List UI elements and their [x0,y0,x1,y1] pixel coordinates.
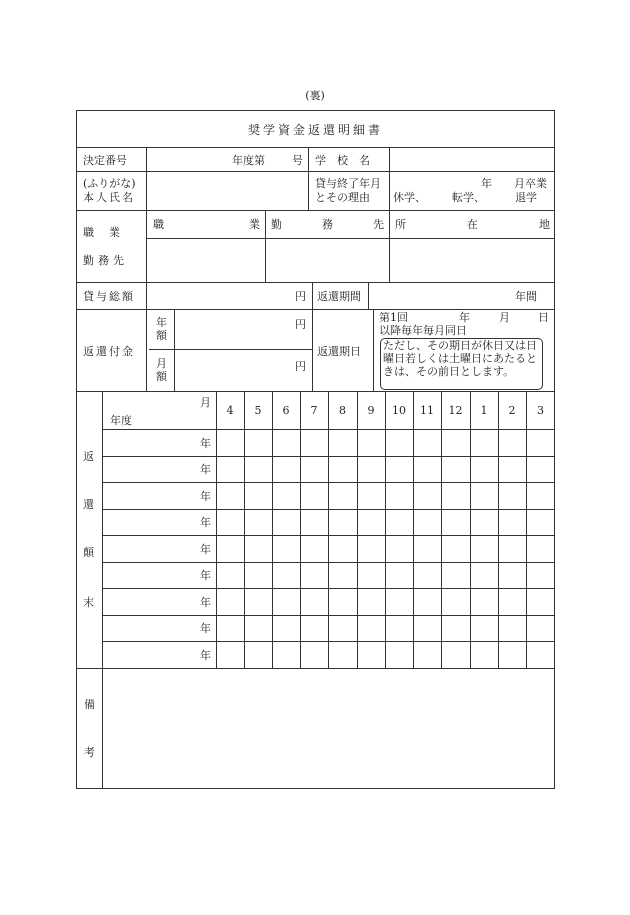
first-installment: 第1回 [379,311,408,324]
furigana-label: (ふりがな) [83,177,136,190]
side-label-char: 返 [83,450,94,463]
month-header: 2 [508,404,516,417]
first-installment-gatsu: 月 [499,311,510,324]
loan-end-label-1: 貸与終了年月 [315,177,381,190]
row-year-label: 年 [200,649,211,662]
month-header: 9 [367,404,375,417]
taigaku-option: 退学 [515,191,537,204]
occupation-field[interactable] [147,239,264,281]
monthly-amount-yen: 円 [295,360,306,373]
line [244,391,245,668]
first-installment-nichi: 日 [538,311,549,324]
line [441,391,442,668]
first-installment-nen: 年 [459,311,470,324]
month-header: 6 [282,404,290,417]
total-loan-yen: 円 [295,290,306,303]
row-year-label: 年 [200,490,211,503]
month-header: 11 [420,404,434,417]
line [357,391,358,668]
remarks-label-char: 考 [84,746,95,759]
month-header: 5 [254,404,262,417]
installment-label: 返還付金 [83,345,135,358]
annual-amount-yen: 円 [295,318,306,331]
total-loan-field[interactable] [147,283,292,308]
total-loan-label: 貸与総額 [83,290,135,303]
monthly-amount-label-1: 月 [156,357,167,370]
month-header: 7 [310,404,318,417]
side-label-char: 末 [83,596,94,609]
name-label: 本人氏名 [83,191,135,204]
line [76,391,555,392]
tengaku-option: 転学、 [452,191,485,204]
mu-header: 務 [322,218,333,231]
header-year: 年度 [110,414,132,427]
thereafter-text: 以降毎年毎月同日 [379,324,467,337]
annual-amount-field[interactable] [175,310,292,348]
decision-number-field[interactable] [147,148,307,170]
row-year-label: 年 [200,569,211,582]
monthly-amount-field[interactable] [175,350,292,390]
employer-label: 勤務先 [83,254,128,267]
line [300,391,301,668]
address-field[interactable] [390,239,554,281]
line [312,282,313,391]
line [216,391,217,668]
occupation-label: 職 業 [83,226,122,239]
sho-header: 所 [395,218,406,231]
loan-end-graduation: 月卒業 [514,177,547,190]
row-year-label: 年 [200,463,211,476]
kin-header: 勤 [271,218,282,231]
line [526,391,527,668]
line [272,391,273,668]
side-label-char: 顛 [83,546,94,559]
month-header: 4 [226,404,234,417]
gou-label: 号 [292,154,303,167]
decision-number-label: 決定番号 [83,154,127,167]
month-header: 8 [339,404,346,417]
school-name-field[interactable] [390,148,554,170]
line [373,309,374,391]
chi-header: 地 [539,218,550,231]
school-name-label: 学 校 名 [315,154,370,167]
name-field[interactable] [147,172,307,209]
line [498,391,499,668]
month-header: 10 [392,404,406,417]
line [385,391,386,668]
row-year-label: 年 [200,437,211,450]
shoku-header: 職 [153,218,164,231]
saki-header: 先 [373,218,384,231]
header-month: 月 [200,396,211,409]
line [76,668,77,789]
due-date-label: 返還期日 [317,345,361,358]
gyou-header: 業 [249,218,260,231]
line [76,210,555,211]
remarks-field[interactable] [103,669,554,788]
row-year-label: 年 [200,596,211,609]
annual-amount-label-2: 額 [156,329,167,342]
line [102,391,103,668]
line [328,391,329,668]
kyuugaku-option: 休学、 [393,191,426,204]
loan-end-nen: 年 [481,177,492,190]
zai-header: 在 [467,218,478,231]
form-title: 奨学資金返還明細書 [247,123,383,137]
nendo-dai-label: 年度第 [232,154,265,167]
loan-end-label-2: とその理由 [315,191,370,204]
row-year-label: 年 [200,516,211,529]
monthly-amount-label-2: 額 [156,370,167,383]
row-year-label: 年 [200,543,211,556]
annual-amount-label-1: 年 [156,316,167,329]
repayment-period-field[interactable] [369,283,511,308]
month-header: 1 [480,404,488,417]
month-header: 3 [537,404,544,417]
line [308,147,309,210]
side-label-char: 還 [83,498,94,511]
line [470,391,471,668]
line [76,309,555,310]
page-label: (裏) [305,89,325,102]
remarks-label-char: 備 [84,698,95,711]
repayment-period-years: 年間 [515,290,537,303]
employer-field[interactable] [266,239,388,281]
line [413,391,414,668]
month-header: 12 [448,404,463,417]
row-year-label: 年 [200,622,211,635]
repayment-period-label: 返還期間 [317,290,361,303]
holiday-note: ただし、その期日が休日又は日曜日若しくは土曜日にあたるときは、その前日とします。 [380,338,543,390]
